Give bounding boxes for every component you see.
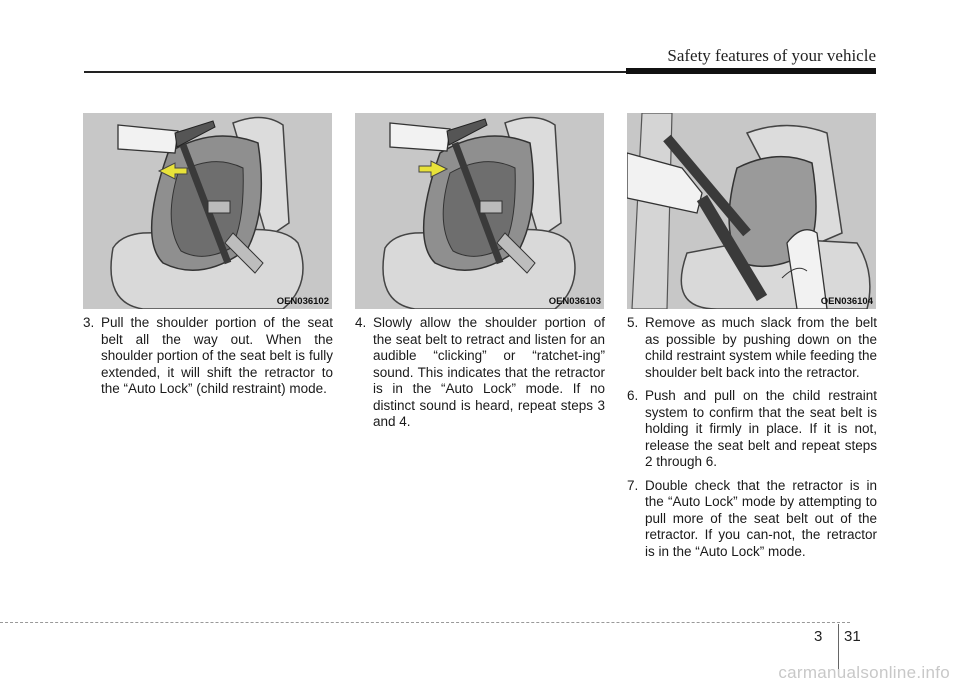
instructions-column-3 — [627, 315, 877, 567]
instructions-column-2 — [355, 315, 605, 438]
watermark: carmanualsonline.info — [778, 663, 950, 682]
figure-code: OEN036102 — [276, 296, 329, 307]
step-number: 6. — [627, 388, 639, 403]
step-number: 4. — [355, 315, 367, 330]
instructions-column-1 — [83, 315, 333, 405]
child-seat-illustration-2 — [355, 113, 604, 309]
footer-divider — [0, 622, 850, 623]
step-4 — [355, 315, 605, 431]
page-number-value: 31 — [844, 628, 861, 645]
step-text: Remove as much slack from the belt as possible by pushing down on the child restraint system while feeding the shoulder belt back into the retractor. — [645, 315, 877, 380]
step-text: Slowly allow the shoulder portion of the seat belt to retract and listen for an audible “clicking” or “ratchet-ing” sound. This indicates that the retractor is in the “Auto Lock” mode. If no distinct sound is heard, repeat steps 3 and 4. — [373, 315, 605, 429]
child-seat-illustration-3 — [627, 113, 876, 309]
step-5 — [627, 315, 877, 381]
step-7 — [627, 478, 877, 561]
header-rule-accent — [626, 68, 876, 74]
section-title: Safety features of your vehicle — [667, 46, 876, 65]
step-3 — [83, 315, 333, 398]
step-text: Double check that the retractor is in the “Auto Lock” mode by attempting to pull more of the seat belt out of the retractor. If you can-not, the retractor is in the “Auto Lock” mode. — [645, 477, 877, 559]
step-number: 7. — [627, 477, 639, 493]
header-rule — [84, 71, 876, 73]
step-number: 3. — [83, 315, 95, 330]
step-number: 5. — [627, 315, 639, 330]
step-6 — [627, 388, 877, 471]
child-seat-illustration-1 — [83, 113, 332, 309]
page-number — [814, 622, 876, 646]
chapter-number: 3 — [814, 628, 823, 645]
figure-retract-belt — [355, 113, 604, 309]
figure-pull-belt — [83, 113, 332, 309]
step-text: Pull the shoulder portion of the seat belt all the way out. When the shoulder portion of the seat belt is fully extended, it will shift the retractor to the “Auto Lock” (child restraint) mode. — [101, 315, 333, 396]
step-text: Push and pull on the child restraint system to confirm that the seat belt is holding it firmly in place. If it is not, release the seat belt and repeat steps 2 through 6. — [645, 388, 877, 469]
figure-code: OEN036103 — [548, 296, 601, 307]
figure-push-seat — [627, 113, 876, 309]
figure-code: OEN036104 — [820, 296, 873, 307]
